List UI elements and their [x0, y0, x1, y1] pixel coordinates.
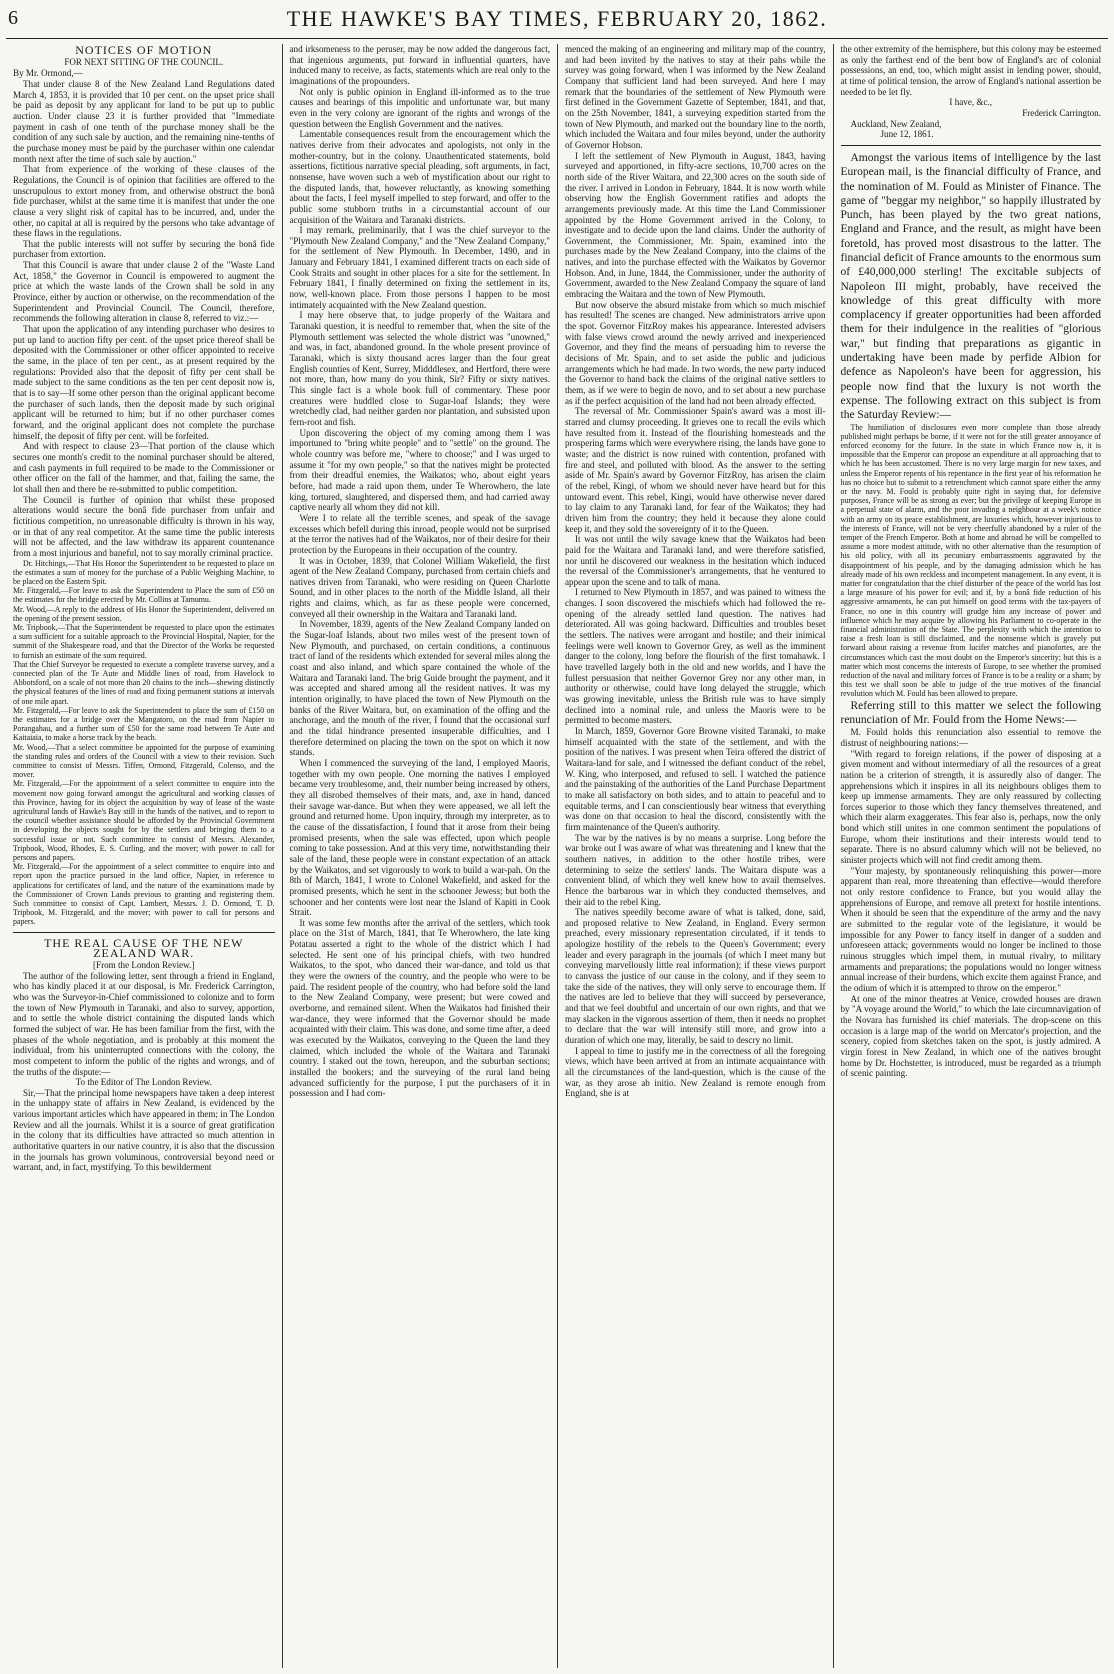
notices-heading: NOTICES OF MOTION — [75, 44, 213, 57]
paragraph: It was some few months after the arrival of the settlers, which took place on the 31st of March, 1841, that Te Wherowhero, the late king Potatau asserted a right to the whole of the district which I had selected. He sent one of his principal chiefs, with two hundred Waikatos, to the spot, who danced their war-dance, and told us that they were the owners of the country, and the people who were to be paid. The resident people of the country, who had before sold the land to the New Zealand Company, were present; but were cowed and overborne, and remained silent. When the Waikatos had finished their war-dance, they were informed that the Governor should be made acquainted with their claim. This was done, and some time after, a deed was executed by the Waikatos, conveying to the Queen the land they claimed, which included the whole of the Waitara and Taranaki country. I staked out the town, hereupon, and the suburban sections; installed the bookers; and the surveying of the rural land being advanced sufficiently for the purpose, I put the purchasers of it in possession and I had com- — [289, 917, 550, 1099]
paragraph: Referring still to this matter we select the following renunciation of Mr. Fould from the Home News:— — [840, 699, 1101, 726]
paragraph: Sir,—That the principal home newspapers have taken a deep interest in the unhappy state of affairs in New Zealand, is evidenced by the various important articles which have appeared in them; in The London Review and all the journals. Whilst it is a source of great gratification in the colony that its difficulties have attracted so much attention in authoritative quarters in our native country, it is also that the discussion in the journals has grown voluminous, controversial beyond need or warrant, and, in fact, mystifying. To this bewilderment — [13, 1087, 275, 1173]
paragraph: I may here observe that, to judge properly of the Waitara and Taranaki question, it is needful to remember that, when the site of the Plymouth settlement was selected the whole district was "unowned," and was, in fact, abandoned ground. In the whole present province of Taranaki, which is sixty thousand acres larger than the four great English counties of Kent, Surrey, Midddlesex, and Hertford, there were not more, than, how many do you think, Sir? Fifty or sixty natives. This single fact is a whole book full of commentary. These poor creatures were huddled close to Sugar-loaf Islands; they were wretchedly clad, had neither garden nor plantation, and subsisted upon fern-root and fish. — [289, 310, 550, 427]
column-3 — [557, 44, 833, 1668]
article-source: [From the London Review.] — [93, 959, 195, 970]
newspaper-title: THE HAWKE'S BAY TIMES, FEBRUARY 20, 1862. — [286, 6, 828, 31]
paragraph: And with respect to clause 23—That portion of the clause which secures one month's credit to the nominal purchaser should be altered, and cash payments in full required to be made to the Commissioner or other officer on the fall of the hammer, and that, failing the same, the lot shall then and there be re-submitted to public competition. — [13, 441, 275, 494]
signature-date: June 12, 1861. — [880, 129, 934, 140]
column-4 — [833, 44, 1109, 1668]
paragraph: I may remark, preliminarily, that I was the chief surveyor to the "Plymouth New Zealand Company," and the "New Zealand Company," for the settlement of New Plymouth. In December, 1490, and in January and February 1841, I examined different tracts on each side of Cook Straits and sought in other places for a site for the settlement. In February 1841, I finally determined on fixing the settlement in its, now, well-known place. From those persons I happen to be most intimately acquainted with the New Zealand question. — [289, 225, 550, 310]
paragraph: It was not until the wily savage knew that the Waikatos had been paid for the Waitara and Taranaki land, and were therefore satisfied, nor until he discovered our weakness in the hesitation which induced the reversal of the Commissioner's arrangements, that he ventured to appear upon the scene and to talk of mana. — [565, 534, 826, 587]
paragraph: That under clause 8 of the New Zealand Land Regulations dated March 4, 1853, it is provided that 10 per cent. on the upset price shall be paid as deposit by any applicant for land to be put up to public auction. Under clause 23 it is further provided that "Immediate payment in cash of one tenth of the purchase money shall be the condition of any such sale by auction, and the remaining nine-tenths of the purchase money must be paid by the purchaser within one calendar month next after the time of such sale by auction." — [13, 78, 275, 164]
paragraph: That the public interests will not suffer by securing the bonâ fide purchaser from extortion. — [13, 238, 275, 260]
paragraph: M. Fould holds this renunciation also essential to remove the distrust of neighbouring nations:— — [840, 727, 1101, 748]
divider — [13, 932, 275, 933]
signature-closing: I have, &c., — [949, 97, 993, 108]
paragraph: In March, 1859, Governor Gore Browne visited Taranaki, to make himself acquainted with the state of the settlement, and with the position of the natives. I was present when Teira offered the district of Waitara-land for sale, and I witnessed the defiant conduct of the rebel, W. King, who interposed, and refused to sell. I watched the patience and the painstaking of the authorities of the Land Purchase Department to make all satisfactory on both sides, and to attain to peaceful and to equitable terms, and I can conscientiously bear witness that everything was done on that occasion to heal the discord, consistently with the firm maintenance of the Queen's authority. — [565, 726, 826, 832]
paragraph: and irksomeness to the peruser, may be now added the dangerous fact, that ingenious arguments, put forward in influential quarters, have induced many to receive, as facts, statements which are real only to the imaginations of the propounders. — [289, 44, 550, 86]
motions-list: Dr. Hitchings,—That His Honor the Superintendent to be requested to place on the estimates a sum of money for the purchase of a Public Weighing Machine, to be placed on the Eastern Spit. Mr. Fitzgerald,—For leave to ask the Superintendent to Place the sum of £50 on the estimates for the bridge erected by Mr. Collins at Tamumu. Mr. Wood,—A reply to the address of His Honor the Superintendent, delivered on the opening of the present session. Mr. Tripbook,—That the Superintendent be requested to place upon the estimates a sum sufficient for a suitable approach to the Provincial Hospital, Napier, for the summit of the Shakespeare road, and that the Director of the Works be requested to furnish an estimate of the sum required. That the Chief Surveyor be requested to execute a complete traverse survey, and a connected plan of the Te Aute and Middle lines of road, from Havelock to Abbotsford, on a scale of not more than 20 chains to the inch—shewing distinctly the physical features of the lines of road and fixing permanent stations at intervals of one mile apart. Mr. Fitzgerald,—For leave to ask the Superintendent to place the sum of £150 on the estimates for a bridge over the Mangatoro, on the road from Napier to Porangahau, and a further sum of £50 for the same road between Te Aute and Kaitaiaia, to make a horse track by the beach. Mr. Wood,—That a select committee be appointed for the purpose of examining the standing rules and orders of the Council with a view to their revision. Such committee to consist of Messrs. Tiffen, Ormond, Fitzgerald, Colenso, and the mover. Mr. Fitzgerald,—For the appointment of a select committee to enquire into the movement now going forward amongst the agricultural and working classes of this Province, having for its object the acquisition by way of lease of the waste agricultural lands of Hawke's Bay still in the hands of the natives, and to report to the council whether assistance should be afforded by the Provincial Government in developing the objects sought for by the settlers and bringing them to a successful issue or not. Such committee to consist of Messrs. Alexander, Tripbook, Wood, Rhodes, E. S. Curling, and the mover; with power to call for persons and papers. Mr. Fitzgerald,—For the appointment of a select committee to enquire into and report upon the practice pursued in the land office, Napier, in reference to applications for certificates of land, and the nature of the examinations made by the Commissioner of Crown Lands previous to granting and registering them. Such committee to consist of Capt. Lambert, Messrs. J. D. Ormond, T. D. Tripbook, M. Fitzgerald, and the mover; with power to call for persons and papers. — [13, 558, 275, 927]
paragraph: When I commenced the surveying of the land, I employed Maoris, together with my own people. One morning the natives I employed became very troublesome, and, their number being increased by others, they all disrobed themselves of their mats, and, axe in hand, danced their savage war-dance. But when they were appeased, we all left the ground and returned home. Upon inquiry, through my interpreter, as to the cause of the dissatisfaction, I found that it arose from their being promised presents, when the sale was effected, upon which people coming to take possession. And at this very time, notwithstanding their sale of the land, these people were in constant expectation of an attack by the Waikatos, and set vigorously to work to build a war-pah. On the 8th of March, 1841, I wrote to Colonel Wakefield, and asked for the promised presents, which he sent in the schooner Jewess; but both the schooner and her contents were lost near the Island of Kapiti in Cook Strait. — [289, 757, 550, 918]
signature-place: Auckland, New Zealand, — [850, 118, 942, 129]
paragraph: The Council is further of opinion that whilst these proposed alterations would secure the bonâ fide purchaser from unfair and fictitious competition, no unreasonable difficulty is thrown in his way, or in that of any real competitor. At the same time the public interests will not be affected, and the law withdraw its apparent countenance from a most injurious and baneful, not to say morally criminal practice. — [13, 494, 275, 558]
paragraph: At one of the minor theatres at Venice, crowded houses are drawn by "A voyage around the World," to which the late circumnavigation of the Novara has furnished its chief materials. The drop-scene on this occasion is a large map of the world on Mercator's projection, and the scenery, copied from sketches taken on the spot, is justly admired. A virgin forest in New Zealand, in which one of the natives brought home by Dr. Hochstetter, is introduced, must be regarded as a triumph of scenic painting. — [840, 993, 1101, 1079]
quoted-extract: The humiliation of disclosures even more complete than those already published might perhaps be borne, if it were not for the still greater annoyance of enforced economy for the future. In the state in which France now is, it is impossible that the Emperor can propose an expenditure at all approaching that to which he has been accustomed. There is no very large margin for new taxes, and unless the Emperor repents of his repentance in the first year of his reformation he has no choice but to submit to a retrenchment which cannot spare either the army or the navy. M. Fould is probably quite right in saying that, for defensive purposes, France will be as strong as ever; but the privilege of keeping Europe in a perpetual state of alarm, and the poor invading a neighbour at a week's notice with an army on its peace establishment, are luxuries which, however injurious to the interests of France, will not be very cheerfully abandoned by a ruler of the temper of the French Emperor. Both at home and abroad he will be compelled to assume a more modest attitude, with no other alternative than the resumption of his old policy, with all its pecuniary embarrassments aggravated by the disappointment of his people, and by the damaging admission which he has already made of his own reckless and incompetent management. In any event, it is matter for congratulation that the chief disturber of the peace of the world has lost a large measure of his power for evil; and if, by a bonâ fide reduction of his aggressive armaments, he can put himself on good terms with the tax-payers of France, no one in this country will grudge him any increase of power and influence which he may acquire by allowing his Parliament to co-operate in the financial administration of the State. The perplexity with which the intention to raise a fresh loan is still disclaimed, and the nonsense which is gravely put forward about raising a revenue from lucifer matches and pianofortes, are the circumstances which cast the most doubt on the Emperor's sincerity; but this is a matter which most concerns the interests of Europe, to see whether the promised reduction of the naval and military forces of France is to be a reality or a sham; by this test we shall soon be able to judge of the true motives of the financial revolution which M. Fould has been allowed to prepare. — [840, 422, 1101, 699]
quoted-paragraph: "Your majesty, by spontaneously relinquishing this power—more apparent than real, more threatening than effective—would therefore not only restore confidence to France, but you would allay the apprehensions of Europe, and remove all pretext for hostile intentions. When it should be seen that the expenditure of the army and the navy are submitted to the regular vote of the legislature, it would be impossible for any Power to fancy itself in danger of a sudden and unforeseen attack; governments would no longer be inclined to those ruinous struggles which impel them, in mutual rivalry, to military armaments and preparations; the populations would no longer witness annual increase of their burdens, which excite them against France, and the odium of which it is attempted to throw on the emperor." — [840, 865, 1101, 993]
paragraph: Upon discovering the object of my coming among them I was importuned to "bring white people" and to "settle" on the ground. The whole country was before me, "where to choose;" and I was urged to assume it "for my own people," so that the natives might be protected from their dreadful enemies, the Waikatos; who, about eight years before, had made a raid upon them, under Te Wherowhero, the late king, tortured, slaughtered, and dispersed them, and had carried away captive nearly all whom they did not kill. — [289, 427, 550, 513]
column-1 — [6, 44, 282, 1668]
paragraph: That from experience of the working of these clauses of the Regulations, the Council is of opinion that facilities are offered to the unscrupulous to extort money from, and otherwise obstruct the bonâ fide purchaser, whilst at the same time it is manifest that under the one clause a very slight risk of capital has to be incurred, and, under the other, no capital at all is required by the persons who take advantage of these flaws in the regulations. — [13, 164, 275, 239]
paragraph: The natives speedily become aware of what is talked, done, said, and proposed relative to New Zealand, in England. Every sermon preached, every missionary representation circulated, if it tends to apologize hostility of the rebels to the Queen's Government; every leader and every paragraph in the journals (of which I meet many but conveying marvellously little real information); if these views purport to canvass the justice of our cause in the colony, and if they seem to take the side of the natives, they will only serve to encourage them. If the natives are led to believe that they will succeed by perseverance, and that we feel doubtful and uncertain of our own rights, and that we may slacken in the vigorous assertion of them, then it needs no prophet to declare that the war will intensify still more, and grow into a duration of which one may, literally, be said to descry no limit. — [565, 907, 826, 1046]
paragraph: I appeal to time to justify me in the correctness of all the foregoing views, which have been arrived at from an intimate acquaintance with all the circumstances of the land-question, which is the cause of the war, as they arose ab initio. New Zealand is remote enough from England, she is at — [565, 1045, 826, 1099]
paragraph: I left the settlement of New Plymouth in August, 1843, having surveyed and apportioned, in fifty-acre sections, 10,700 acres on the north side of the River Waitara, and 22,300 acres on the south side of the river. I arrived in London in February, 1844. It is now worth while observing how the English Government ratifies and adopts the arrangements previously made. At this time the Land Commissioner appointed by the Home Government arrived in the Colony, to investigate and to decide upon the land claims. Under the authority of Government, the Commissioner, Mr. Spain, examined into the purchases made by the New Zealand Company, into the claims of the natives, and into the purchase effected with the Waikatos by Governor Hobson. And, in June, 1844, the Commissioner, under the authority of Government, awarded to the New Zealand Company the square of land embracing the Waitara and the town of New Plymouth. — [565, 150, 826, 300]
divider — [841, 145, 1102, 146]
paragraph: The war by the natives is by no means a surprise. Long before the war broke out I was aware of what was threatening and I knew that the southern natives, in addition to the other hostile tribes, were determining to seize the settlers' lands. The Waitara dispute was a convenient blind, of which they well knew how to avail themselves. Hence the barbarous war in which they conducted themselves, and their aid to the rebel King. — [565, 832, 826, 907]
letter-address: To the Editor of The London Review. — [75, 1077, 212, 1088]
paragraph: the other extremity of the hemisphere, but this colony may be esteemed as only the farthest end of the bent bow of England's arc of colonial possessions, an end, too, which might assist in lending power, should, at time of political tension, the arrow of England's national assertion be needed to be let fly. — [840, 44, 1101, 97]
paragraph: The author of the following letter, sent through a friend in England, who has kindly placed it at our disposal, is Mr. Frederick Carrington, who was the Surveyor-in-Chief commissioned to colonize and to form the town of New Plymouth in Taranaki, and also to survey, apportion, and to settle the whole district containing the disputed lands which formed the subject of war. He has been familiar from the first, with the phases of the whole negotiation, and is probably at this moment the individual, from his uninterrupted connections with the colony, the most competent to inform the public of the rights and wrongs, and of the truths of the dispute:— — [13, 970, 275, 1077]
paragraph: Were I to relate all the terrible scenes, and speak of the savage excesses which befell during this inroad, people would not be surprised at the terror the natives had of the Waikatos, nor of their desire for their protection by the Europeans in their occupation of the country. — [289, 512, 550, 555]
paragraph: Lamentable consequences result from the encouragement which the natives derive from their advocates and apologists, not only in the mother-country, but in the colony. Unauthenticated statements, bold assertions, fictitious narrative special pleading, soft arguments, in fact, nonsense, have woven such a web of mystification about our right to the disputed lands, that, however reluctantly, as knowing something about the facts, I feel myself impelled to step forward, and offer to the public some stubborn truths in a circumstantial account of our acquisition of the Waitara and Taranaki districts. — [289, 129, 550, 225]
paragraph: That this Council is aware that under clause 2 of the "Waste Land Act, 1858," the Governor in Council is empowered to augment the price at which the waste lands of the Crown shall be sold in any Province, either by auction or otherwise, on the recommendation of the Superintendent and Provincial Council. The Council, therefore, recommends the following alteration in clause 8, referred to viz.:— — [13, 260, 275, 324]
paragraph: I returned to New Plymouth in 1857, and was pained to witness the changes. I soon discovered the mischiefs which had followed the re-opening of the already settled land question. The natives had deteriorated. All was going backward. Difficulties and troubles beset the settlers. The natives were arrogant and hostile; and their inimical feelings were well known to Governor Grey, as well as the imminent danger to the colony, long before the flourish of the first tomahawk. I have travelled largely both in the old and new worlds, and I have the fullest persuasion that neither Governor Grey nor any other man, in authority or otherwise, could have long delayed the struggle, which was growing inevitable, unless the British rule was to have simply declined into a nominal rule, and unless the Maoris were to be permitted to become masters. — [565, 587, 826, 726]
lead-paragraph: Amongst the various items of intelligence by the last European mail, is the financial difficulty of France, and the nomination of M. Fould as Minister of Finance. The game of "beggar my neighbor," so happily illustrated by Punch, has been played by the two great nations, England and France, and the result, as might have been foretold, has proved most disastrous to the latter. The financial deficit of France amounts to the enormous sum of £40,000,000 sterling! The excitable subjects of Napoleon III might, probably, have received the knowledge of this great difficulty with more complacency if greater opportunities had been afforded them for their indulgence in the realities of "glorious war," but finding that preparations as gigantic in undertaking have been made by perfide Albion for defence as Napoleon's have been for aggression, his people now find that the luxury is not worth the expense. The following extract on this subject is from the Saturday Review:— — [840, 151, 1101, 422]
paragraph: By Mr. Ormond,— — [13, 68, 83, 79]
notices-subheading: FOR NEXT SITTING OF THE COUNCIL. — [64, 56, 224, 67]
article-heading: THE REAL CAUSE OF THE NEW ZEALAND WAR. — [44, 935, 244, 961]
paragraph: But now observe the absurd mistake from which so much mischief has resulted! The scenes are changed. New administrators arrive upon the spot. Governor FitzRoy makes his appearance. Interested advisers with false views crowd around the newly arrived and inexperienced Governor, and they find the means of persuading him to reverse the decisions of Mr. Spain, and to set aside the public and judicious arrangements which he had made. In two words, the new party induced the Governor to hand back the claims of the original native settlers to them, as if we were to begin de novo, and to set about a new purchase as if the perfect acquisition of the land had not been already effected. — [565, 299, 826, 406]
masthead — [6, 4, 1108, 39]
paragraph: The reversal of Mr. Commissioner Spain's award was a most ill-starred and clumsy proceeding. It grieves one to recall the evils which have resulted from it. Instead of the flourishing homesteads and the prospering farms which were everywhere rising, the lands have gone to waste; and the district is now ruined with contention, profaned with fire and steel, and polluted with blood. As the answer to the setting aside of Mr. Spain's award by Governor FitzRoy, has arisen the claim of the rebel, Kingi, of whom we should never have heard but for this untoward event. This rebel, Kingi, would have otherwise never dared to lay claim to any Taranaki land, for fear of the Waikatos; they had driven him from the country; they held it because they alone could keep it, and they sold the sovereignty of it to the Queen. — [565, 406, 826, 534]
paragraph: In November, 1839, agents of the New Zealand Company landed on the Sugar-loaf Islands, about two miles west of the present town of New Plymouth, and purchased, on certain conditions, a continuous tract of land of the residents which extended for several miles along the coast and also inland, and which spare contained the whole of the Waitara and Taranaki land. The brig Guide brought the payment, and it was accepted and shared among all the resident natives. It was my intention originally, to have placed the town of New Plymouth on the banks of the River Waitara, but, on examination of the offing and the anchorage, and the mouth of the river, I found that the occasional surf and the tidal hindrance presented insuperable difficulties, and I therefore determined on placing the town on the spot on which it now stands. — [289, 619, 550, 758]
page-number: 6 — [8, 7, 18, 29]
paragraph: It was in October, 1839, that Colonel William Wakefield, the first agent of the New Zealand Company, purchased from certain chiefs and natives driven from Taranaki, who were residing on Queen Charlotte Sound, and in other places to the north of the Middle Island, all their rights and claims, which, as far as these people were concerned, conveyed all their ownership in the Waitara and Taranaki land. — [289, 555, 550, 619]
columns — [6, 44, 1108, 1668]
paragraph: Not only is public opinion in England ill-informed as to the true causes and bearings of this impolitic and unfortunate war, but many even in the very colony are ignorant of the rights and wrongs of the question between the English Government and the natives. — [289, 86, 550, 129]
paragraph: menced the making of an engineering and military map of the country, and had been invited by the natives to stay at their pahs while the survey was going forward, when I was informed by the New Zealand Company that sufficient land had been surveyed. And here I may remark that the boundaries of the settlement of New Plymouth were first defined in the Government Gazette of September, 1841, and that, on the 25th November, 1841, a surveying expedition started from the town of New Plymouth, and marked out the boundary line to the north, which included the Waitara and four miles beyond, under the authority of Governor Hobson. — [565, 44, 826, 150]
paragraph: That upon the application of any intending purchaser who desires to put up land to auction fifty per cent. of the upset price thereof shall be deposited with the Commissioner or other officer appointed to receive the same, in the place of ten per cent., as at present required by the regulations: Provided also that the deposit of fifty per cent shall be made subject to the same conditions as the ten per cent deposit now is, that is to say—If some other person than the original applicant become the purchaser of such lands, then the deposit made by such original applicant will be returned to him; but if no other purchaser comes forward, and the original applicant does not complete the purchase himself, the deposit of fifty per cent. will be forfeited. — [13, 324, 275, 441]
column-2 — [282, 44, 558, 1668]
quoted-paragraph: "With regard to foreign relations, if the power of disposing at a given moment and without intermediary of all the resources of a great nation be a criterion of strength, it is assuredly also of danger. The apprehensions which it inspires in all its neighbours obliges them to keep up immense armaments. They are only reassured by collecting forces superior to those which they fancy themselves threatened, and which their alarm exaggerates. This fear also is, perhaps, now the only bond which still unites in one common sentiment the populations of Europe, whom their institutions and their interests would tend to separate. There is no absurd calumny which will not be believed, no sinister projects which will not find credit among them. — [840, 748, 1101, 866]
signature-name: Frederick Carrington. — [1022, 107, 1101, 118]
